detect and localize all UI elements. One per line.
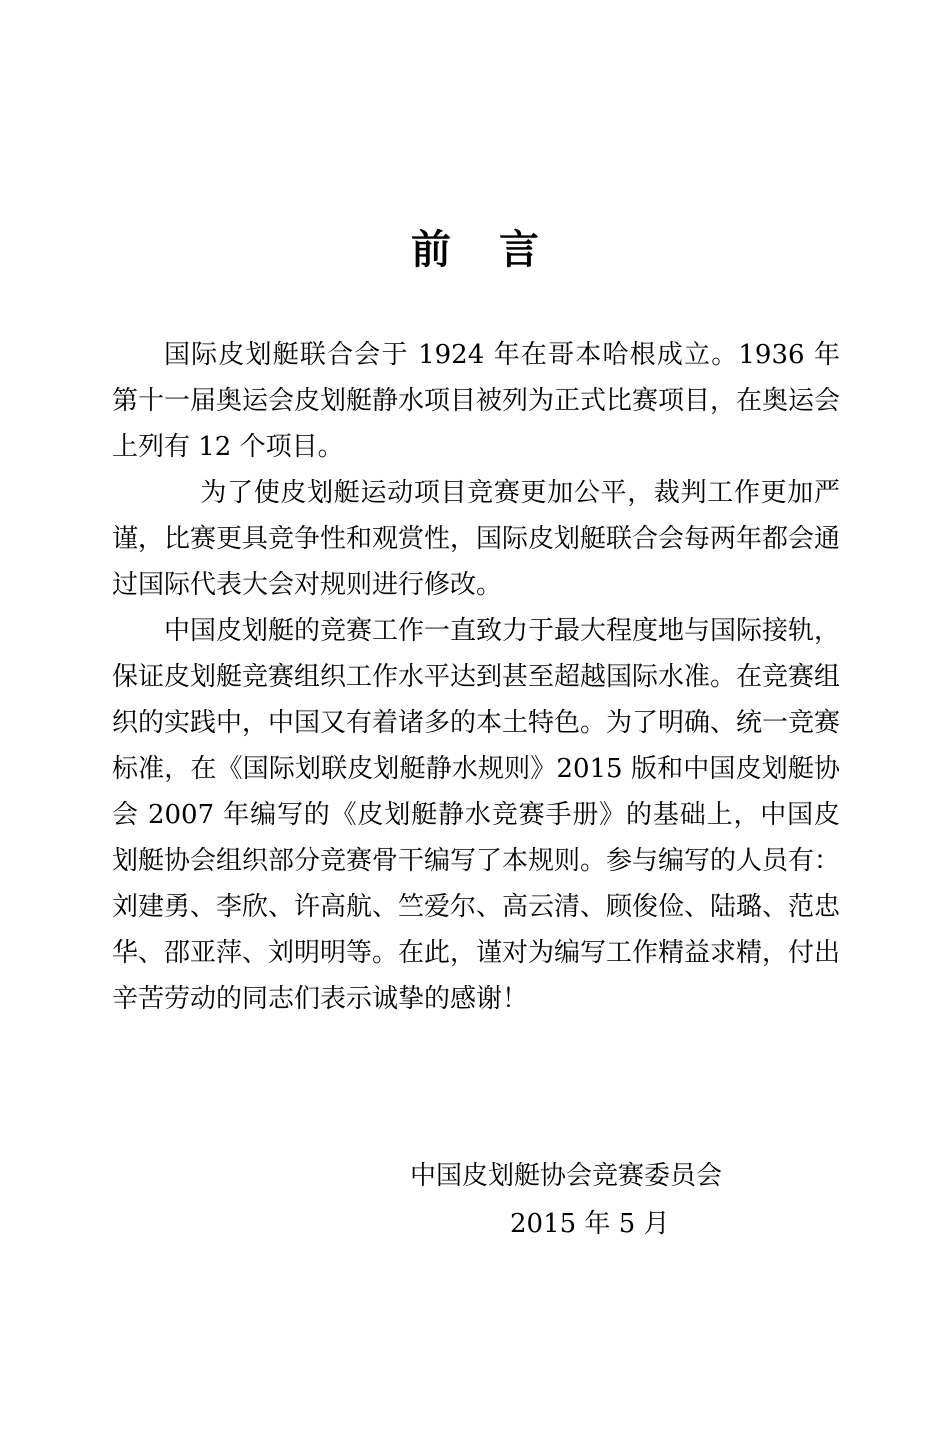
paragraph-china-rules: 中国皮划艇的竞赛工作一直致力于最大程度地与国际接轨，保证皮划艇竞赛组织工作水平达到甚至超越国际水准。在竞赛组织的实践中，中国又有着诸多的本土特色。为了明确、统一竞赛标准，在《国际划联皮划艇静水规则》2015 版和中国皮划艇协会 2007 年编写的《皮划艇静水竞赛手册》的基础上，中国皮划艇协会组织部分竞赛骨干编写了本规则。参与编写的人员有：刘建勇、李欣、许高航、竺爱尔、高云清、顾俊俭、陆璐、范忠华、邵亚萍、刘明明等。在此，谨对为编写工作精益求精，付出辛苦劳动的同志们表示诚挚的感谢！ (112, 616, 841, 1014)
paragraph-rule-revision: 为了使皮划艇运动项目竞赛更加公平，裁判工作更加严谨，比赛更具竞争性和观赏性，国际皮划艇联合会每两年都会通过国际代表大会对规则进行修改。 (112, 478, 841, 600)
signature-block (410, 1152, 830, 1248)
preface-body (112, 332, 840, 1022)
signature-organization: 中国皮划艇协会竞赛委员会 (410, 1161, 723, 1191)
signature-date: 2015 年 5 月 (510, 1209, 670, 1239)
paragraph-history: 国际皮划艇联合会于 1924 年在哥本哈根成立。1936 年第十一届奥运会皮划艇静水项目被列为正式比赛项目，在奥运会上列有 12 个项目。 (112, 340, 841, 462)
page-title: 前言 (411, 226, 587, 273)
